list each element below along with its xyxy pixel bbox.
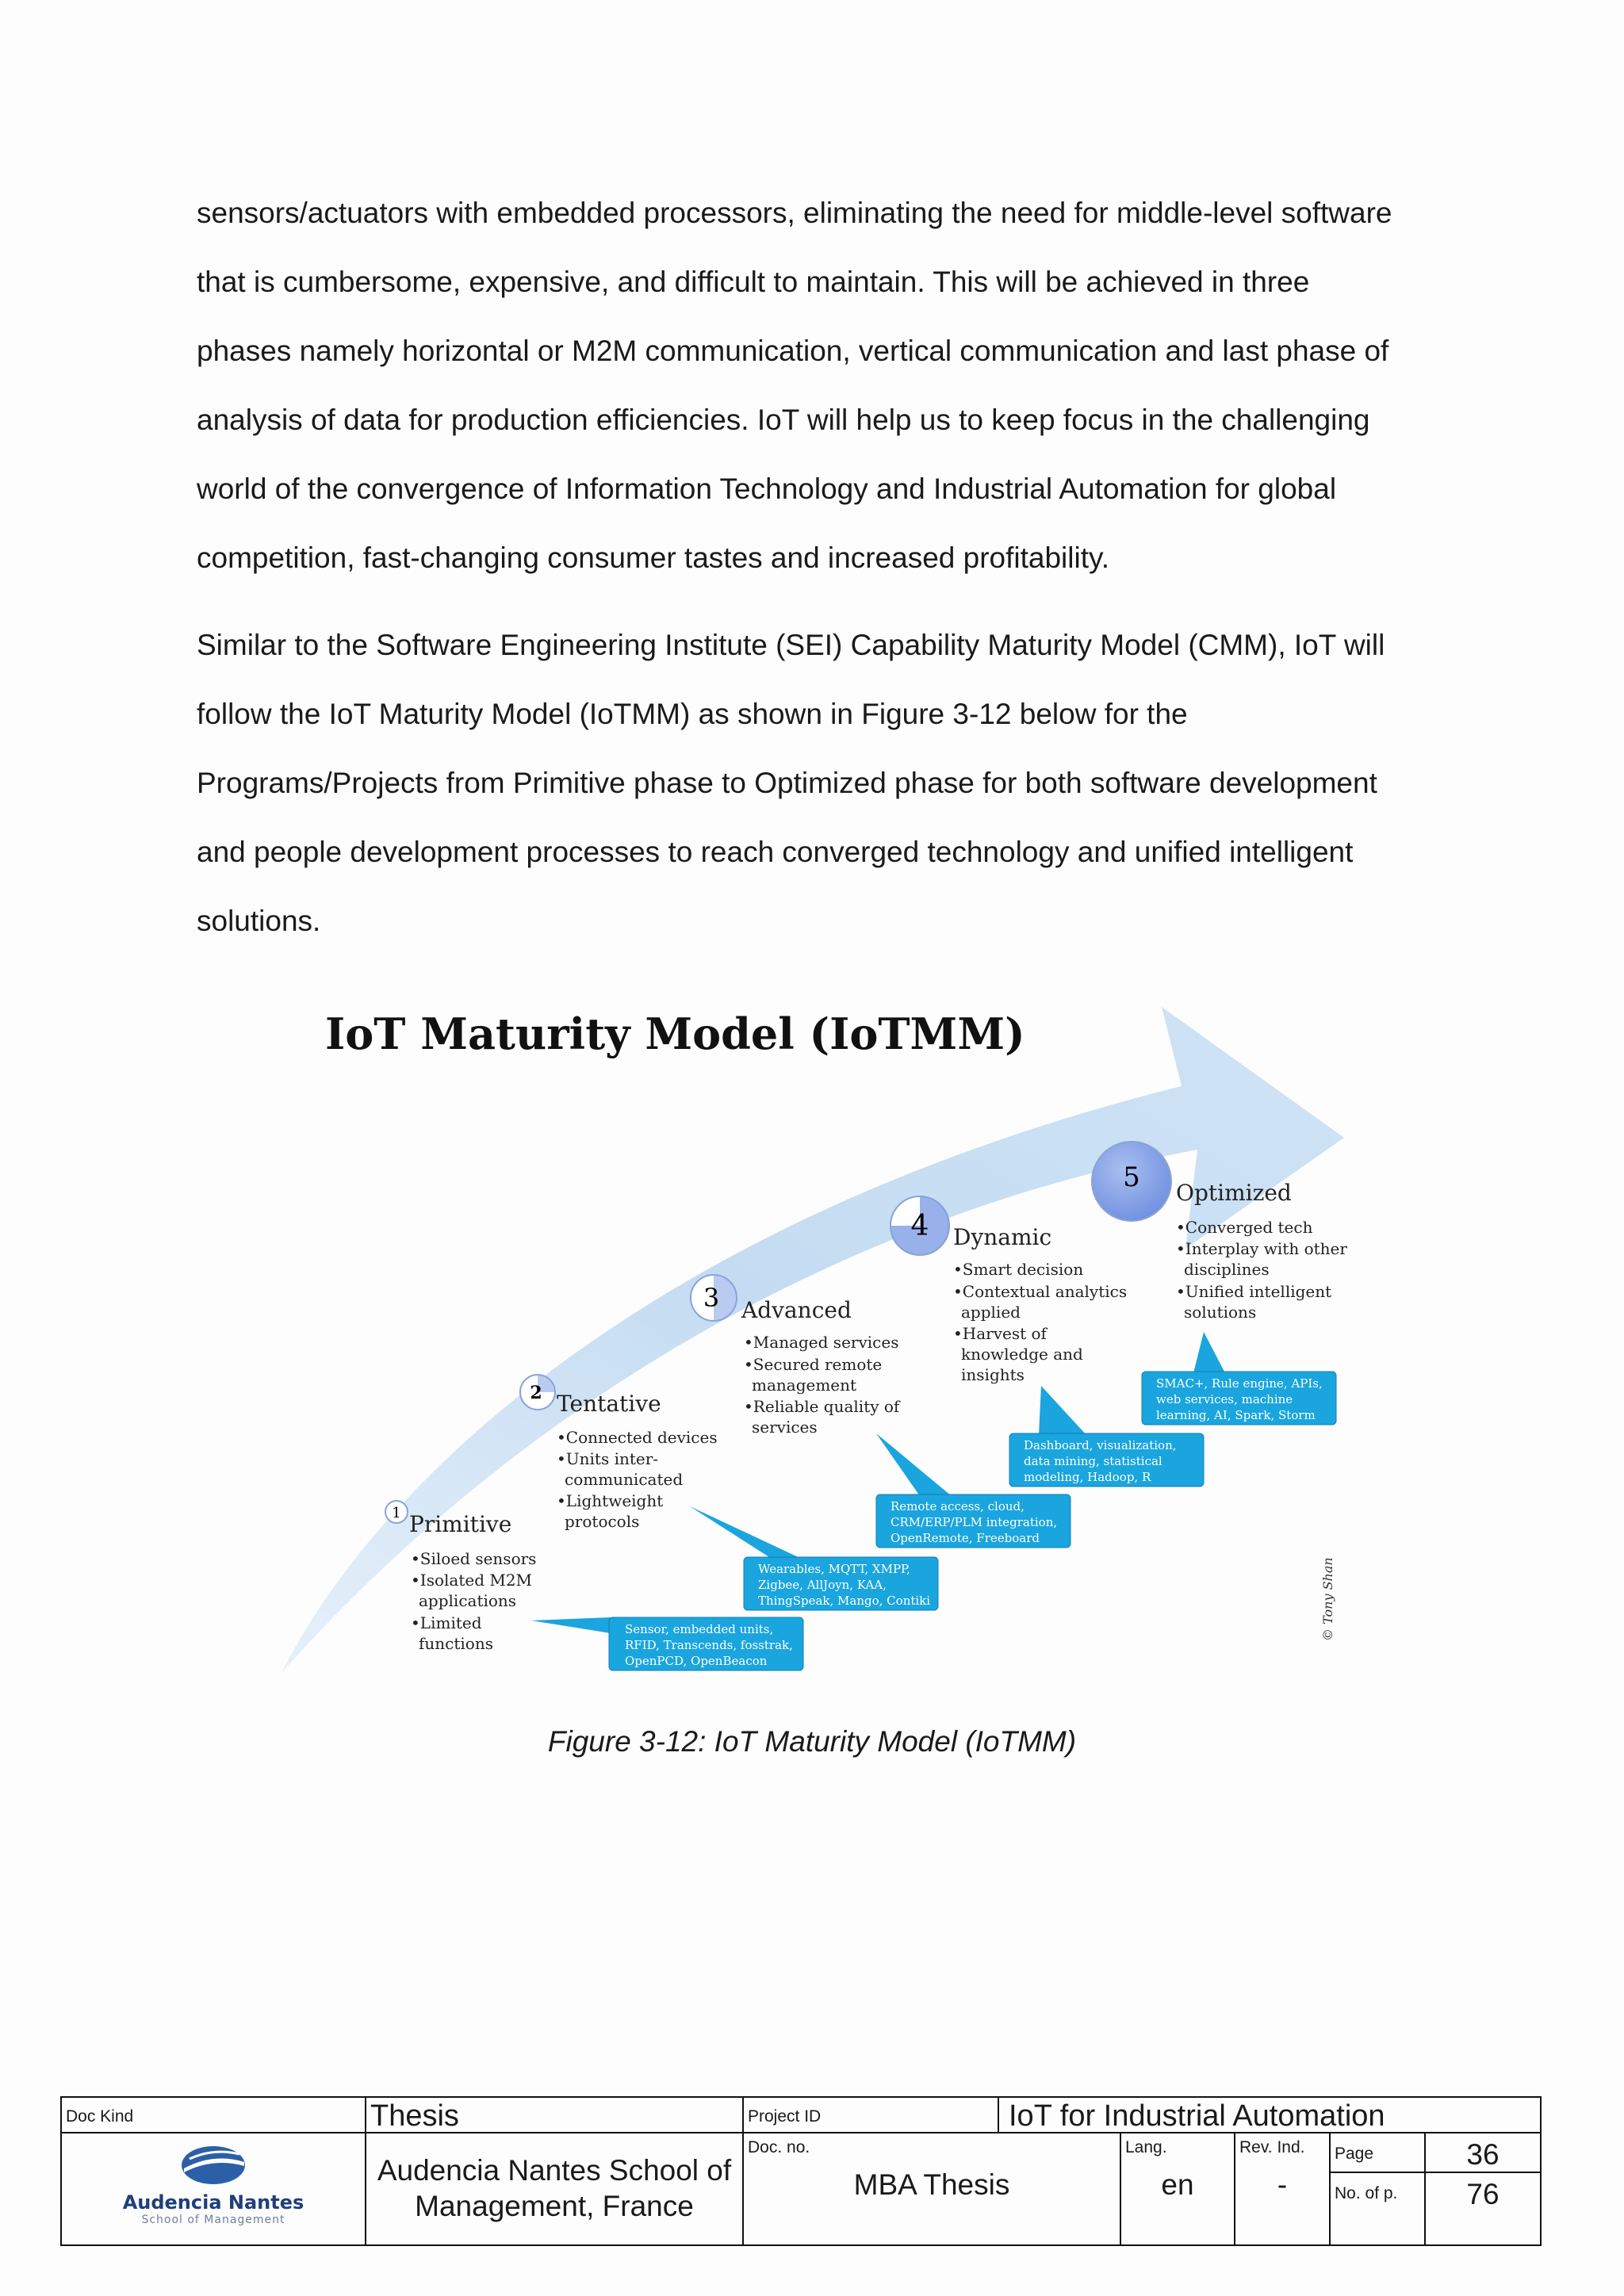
svg-text:web services, machine: web services, machine <box>1156 1392 1293 1406</box>
stage-5-bullet: •Interplay with other <box>1176 1239 1347 1258</box>
svg-text:modeling, Hadoop, R: modeling, Hadoop, R <box>1024 1470 1151 1484</box>
doc-no: MBA Thesis <box>853 2168 1010 2201</box>
stage-5-bullet: •Unified intelligent <box>1176 1282 1332 1301</box>
text-line: world of the convergence of Information Technology and Industrial Automation for global <box>197 473 1337 505</box>
stage-1-bullet: •Limited <box>411 1613 482 1632</box>
doc-no-label: Doc. no. <box>748 2138 810 2156</box>
rev: - <box>1277 2168 1288 2201</box>
svg-text:OpenPCD, OpenBeacon: OpenPCD, OpenBeacon <box>625 1654 768 1668</box>
stage-1-bullet: •Siloed sensors <box>411 1549 537 1568</box>
page-label-cell <box>1329 2132 1426 2173</box>
stage-2-bullet: communicated <box>565 1470 684 1489</box>
text-line: solutions. <box>197 905 321 937</box>
project-id: IoT for Industrial Automation <box>1009 2099 1385 2133</box>
svg-text:CRM/ERP/PLM integration,: CRM/ERP/PLM integration, <box>891 1515 1058 1529</box>
stage-3-bullet: services <box>752 1418 818 1437</box>
paragraph-1 <box>197 178 1450 592</box>
stage-1-number: 1 <box>392 1505 401 1521</box>
stage-3-bullet: •Secured remote <box>744 1355 883 1374</box>
callout-primitive <box>531 1617 803 1670</box>
project-id-label-cell <box>742 2096 999 2133</box>
svg-text:ThingSpeak, Mango, Contiki: ThingSpeak, Mango, Contiki <box>758 1594 931 1608</box>
svg-text:data mining, statistical: data mining, statistical <box>1024 1454 1162 1468</box>
text-line: phases namely horizontal or M2M communication, vertical communication and last phase of <box>197 335 1389 367</box>
project-id-label: Project ID <box>748 2107 822 2126</box>
text-line: that is cumbersome, expensive, and difficult to maintain. This will be achieved in three <box>197 266 1310 298</box>
document-footer <box>60 2096 1542 2246</box>
svg-text:SMAC+, Rule engine, APIs,: SMAC+, Rule engine, APIs, <box>1156 1376 1323 1391</box>
paragraph-2 <box>197 610 1450 955</box>
logo-name: Audencia Nantes <box>122 2191 304 2214</box>
stage-5-bullet: disciplines <box>1184 1260 1270 1279</box>
figure-caption: Figure 3-12: IoT Maturity Model (IoTMM) <box>547 1725 1077 1758</box>
text-line: competition, fast-changing consumer tastes and increased profitability. <box>197 541 1110 574</box>
institution-line-1: Audencia Nantes School of <box>377 2154 732 2187</box>
stage-2-bullet: •Units inter- <box>557 1449 659 1468</box>
page-count: 76 <box>1466 2178 1500 2210</box>
text-line: follow the IoT Maturity Model (IoTMM) as shown in Figure 3-12 below for the <box>197 698 1188 730</box>
stage-3-name: Advanced <box>741 1297 852 1323</box>
stage-1-name: Primitive <box>409 1511 512 1537</box>
svg-text:Sensor, embedded units,: Sensor, embedded units, <box>625 1622 774 1636</box>
text-line: sensors/actuators with embedded processors, eliminating the need for middle-level software <box>197 197 1392 229</box>
stage-5-bullet: solutions <box>1184 1303 1257 1322</box>
rev-cell <box>1234 2132 1331 2246</box>
pages-label-cell <box>1329 2172 1426 2246</box>
stage-1-bullet: •Isolated M2M <box>411 1571 533 1590</box>
stage-1-bullet: applications <box>419 1591 517 1610</box>
stage-2-bullet: •Connected devices <box>557 1428 718 1447</box>
pages-label: No. of p. <box>1335 2184 1398 2202</box>
svg-text:Wearables, MQTT, XMPP,: Wearables, MQTT, XMPP, <box>758 1562 910 1576</box>
stage-2-number: 2 <box>530 1383 542 1403</box>
stage-3-bullet: •Managed services <box>744 1333 899 1352</box>
audencia-logo <box>62 2145 365 2226</box>
stage-4-bullet: •Smart decision <box>953 1260 1084 1279</box>
stage-4-bullet: •Contextual analytics <box>953 1282 1128 1301</box>
callout-optimized <box>1142 1332 1336 1425</box>
text-line: and people development processes to reach converged technology and unified intelligent <box>197 836 1354 868</box>
stage-4-bullet: insights <box>961 1365 1025 1384</box>
logo-subtitle: School of Management <box>141 2214 285 2226</box>
stage-3-bullet: management <box>752 1376 857 1395</box>
text-line: Similar to the Software Engineering Institute (SEI) Capability Maturity Model (CMM), IoT will <box>197 629 1385 661</box>
iotmm-diagram <box>262 983 1396 1697</box>
pages-cell <box>1424 2172 1542 2246</box>
logo-cell <box>60 2132 366 2246</box>
stage-4-bullet: •Harvest of <box>953 1324 1047 1343</box>
stage-4-bullet: applied <box>961 1303 1021 1322</box>
text-line: analysis of data for production efficiencies. IoT will help us to keep focus in the challenging <box>197 404 1370 436</box>
page-number: 36 <box>1466 2138 1500 2171</box>
doc-kind-label: Doc Kind <box>66 2107 134 2126</box>
stage-4-bullet: knowledge and <box>961 1345 1083 1364</box>
lang-label: Lang. <box>1125 2138 1167 2156</box>
svg-text:Zigbee, AllJoyn, KAA,: Zigbee, AllJoyn, KAA, <box>758 1578 887 1592</box>
lang-cell <box>1120 2132 1235 2246</box>
svg-text:RFID, Transcends, fosstrak,: RFID, Transcends, fosstrak, <box>625 1638 793 1652</box>
institution-cell <box>365 2132 744 2246</box>
stage-1-bullet: functions <box>419 1634 493 1653</box>
doc-no-cell <box>742 2132 1121 2246</box>
stage-5-name: Optimized <box>1176 1180 1292 1206</box>
svg-text:Dashboard, visualization,: Dashboard, visualization, <box>1024 1438 1177 1452</box>
stage-4-number: 4 <box>910 1210 929 1242</box>
iotmm-figure <box>262 983 1396 1697</box>
stage-advanced <box>691 1275 901 1437</box>
institution-line-2: Management, France <box>415 2190 694 2222</box>
project-id-cell <box>998 2096 1542 2133</box>
doc-kind: Thesis <box>370 2099 459 2133</box>
stage-5-bullet: •Converged tech <box>1176 1218 1313 1237</box>
rev-label: Rev. Ind. <box>1239 2138 1305 2156</box>
stage-3-bullet: •Reliable quality of <box>744 1397 900 1416</box>
doc-kind-cell <box>365 2096 744 2133</box>
stage-2-name: Tentative <box>557 1391 661 1417</box>
stage-4-name: Dynamic <box>953 1224 1052 1250</box>
page-cell <box>1424 2132 1542 2173</box>
stage-tentative <box>520 1375 718 1531</box>
figure-credit: © Tony Shan <box>1320 1557 1335 1641</box>
stage-dynamic <box>891 1196 1127 1384</box>
lang: en <box>1161 2168 1194 2201</box>
svg-text:learning, AI, Spark, Storm: learning, AI, Spark, Storm <box>1156 1408 1316 1422</box>
audencia-logo-icon <box>178 2145 249 2186</box>
stage-2-bullet: protocols <box>565 1512 640 1531</box>
svg-text:OpenRemote, Freeboard: OpenRemote, Freeboard <box>891 1531 1040 1545</box>
page-label: Page <box>1335 2145 1374 2163</box>
figure-title: IoT Maturity Model (IoTMM) <box>325 1008 1025 1059</box>
stage-5-number: 5 <box>1123 1161 1140 1193</box>
stage-3-number: 3 <box>703 1283 720 1313</box>
svg-text:Remote access, cloud,: Remote access, cloud, <box>891 1499 1025 1513</box>
text-line: Programs/Projects from Primitive phase to Optimized phase for both software development <box>197 767 1377 799</box>
doc-kind-label-cell <box>60 2096 366 2133</box>
stage-2-bullet: •Lightweight <box>557 1491 664 1510</box>
